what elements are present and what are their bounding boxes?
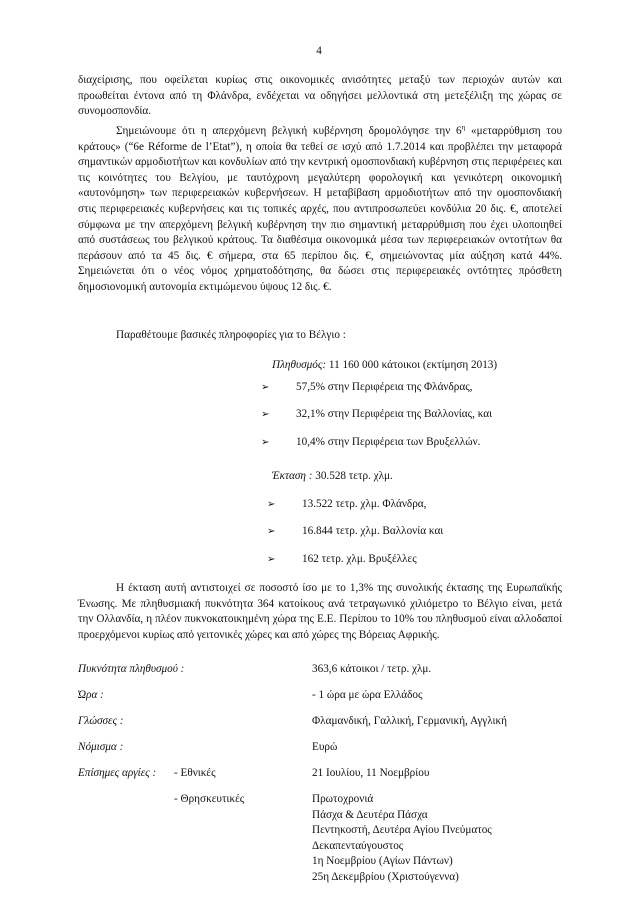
arrow-bullet-icon: ➢ [267, 498, 276, 510]
arrow-bullet-icon: ➢ [267, 526, 276, 538]
population-label: Πληθυσμός: [272, 359, 327, 371]
intro-line: Παραθέτουμε βασικές πληροφορίες για το Βέλγιο : [116, 329, 346, 341]
list-item: 1η Νοεμβρίου (Αγίων Πάντων) [312, 855, 453, 868]
paragraph-2-rest: «μεταρρύθμιση του κράτους» (“6e Réforme de l’Etat”), η οποία θα τεθεί σε ισχύ από 1.7.2014 και προβλέπει την μεταφορά σημαντικών αρμοδιοτήτων και κονδυλίων από την κεντρική ομοσπονδιακή κυβέρνηση στις περιφέρειες και τις κοινότητες του Βελγίου, με ταυτόχρονη μεγαλύτερη φορολογική και γενικότερη οικονομική «αυτονόμηση» των περιφερειακών κυβερνήσεων. Η μεταβίβαση αρμοδιοτήτων από την ομοσπονδιακή στις περιφερειακές κυβερνήσεις και τις τοπικές αρχές, που αντιπροσωπεύει κονδύλια 20 δις. €, αποτελεί σύμφωνα με την απερχόμενη βελγική κυβέρνηση την πιο σημαντική μεταρρύθμιση που έχει υλοποιηθεί από συστάσεως του βελγικού κράτους. Τα διαθέσιμα οικονομικά μέσα των περιφερειακών οντοτήτων θα περάσουν από τα 45 δις. € σήμερα, στα 65 περίπου δις. €, σημειώνοντας μία αύξηση κατά 44%. Σημειώνεται ότι ο νέος νόμος χρηματοδότησης, θα δώσει στις περιφερειακές οντότητες πρόσθετη δημοσιονομική αυτονομία εκτιμώμενου ύψους 12 δις. €. [78, 125, 562, 293]
list-item: ➢ 13.522 τετρ. χλμ. Φλάνδρα, [272, 497, 572, 513]
list-item: Πρωτοχρονιά [312, 793, 374, 805]
paragraph-2 [78, 124, 562, 296]
arrow-bullet-icon: ➢ [261, 381, 270, 393]
population-section [261, 358, 572, 450]
paragraph-2-start: Σημειώνουμε ότι η απερχόμενη βελγική κυβέρνηση δρομολόγησε την 6 [116, 125, 462, 137]
list-item: Πεντηκοστή, Δευτέρα Αγίου Πνεύματος [312, 824, 492, 837]
area-value: 30.528 τετρ. χλμ. [312, 470, 393, 482]
list-item: ➢ 16.844 τετρ. χλμ. Βαλλονία και [272, 524, 572, 540]
page-number: 4 [316, 45, 322, 57]
religious-holidays-list [312, 792, 492, 886]
area-section [267, 469, 572, 567]
list-item: ➢ 57,5% στην Περιφέρεια της Φλάνδρας, [272, 380, 572, 396]
list-item: 25η Δεκεμβρίου (Χριστούγεννα) [312, 870, 459, 883]
arrow-bullet-icon: ➢ [261, 436, 270, 448]
paragraph-1: διαχείρισης, που οφείλεται κυρίως στις οικονομικές ανισότητες μεταξύ των περιοχών αυτών και προωθείται έντονα από τη Φλάνδρα, ενδέχεται να οδηγήσει μελλοντικά στη μετεξέλιξη της χώρας σε συνομοσπονδία. [78, 74, 562, 118]
paragraph-2-superscript: η [461, 123, 466, 132]
list-item: ➢ 10,4% στην Περιφέρεια των Βρυξελλών. [272, 435, 572, 451]
arrow-bullet-icon: ➢ [261, 409, 270, 421]
list-item: ➢ 32,1% στην Περιφέρεια της Βαλλονίας, και [272, 407, 572, 423]
population-value: 11 160 000 κάτοικοι (εκτίμηση 2013) [326, 359, 498, 371]
area-label: Έκταση : [272, 470, 313, 482]
list-item: Δεκαπενταύγουστος [312, 839, 404, 852]
list-item: Πάσχα & Δευτέρα Πάσχα [312, 808, 428, 821]
paragraph-3: Η έκταση αυτή αντιστοιχεί σε ποσοστό ίσο με το 1,3% της συνολικής έκτασης της Ευρωπαϊκής Ένωσης. Με πληθυσμιακή πυκνότητα 364 κατοίκους ανά τετραγωνικό χιλιόμετρο το Βέλγιο είναι, μετά την Ολλανδία, η πλέον πυκνοκατοικημένη χώρα της Ε.Ε. Περίπου το 10% του πληθυσμού είναι αλλοδαποί προερχόμενοι κυρίως από γειτονικές χώρες και από χώρες της Βόρειας Αφρικής. [78, 582, 562, 641]
arrow-bullet-icon: ➢ [267, 553, 276, 565]
list-item: ➢ 162 τετρ. χλμ. Βρυξέλλες [272, 552, 572, 568]
